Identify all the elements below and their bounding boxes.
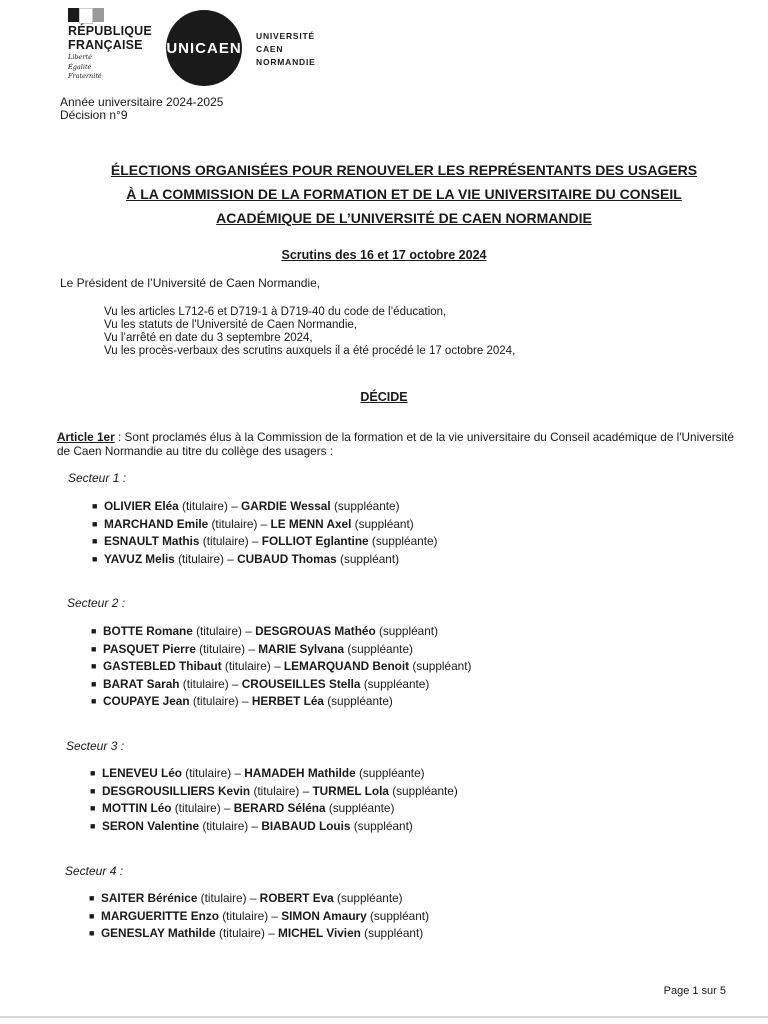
article-label: Article 1er bbox=[57, 430, 115, 444]
titulaire-name: MARGUERITTE Enzo bbox=[101, 908, 219, 923]
motto-liberte: Liberté bbox=[68, 53, 92, 61]
suppleant-name: HERBET Léa bbox=[251, 694, 324, 708]
separator: – bbox=[241, 624, 256, 638]
vu-item: Vu les statuts de l'Université de Caen Normandie, bbox=[104, 319, 357, 331]
vu-item: Vu l’arrêté en date du 3 septembre 2024, bbox=[104, 332, 313, 344]
list-item bbox=[91, 693, 471, 711]
article-text: : Sont proclamés élus à la Commission de la formation et de la vie universitaire du Conseil académique de l'Université de Caen Normandie au titre du collège des usagers : bbox=[57, 430, 734, 458]
suppleant-name: MARIE Sylvana bbox=[258, 641, 345, 656]
titulaire-name: PASQUET Pierre bbox=[103, 641, 196, 656]
university-name-line-2: CAEN bbox=[256, 44, 284, 54]
list-item bbox=[90, 818, 458, 836]
suppleant-name: BERARD Séléna bbox=[233, 801, 326, 815]
bullet-icon: ■ bbox=[92, 536, 98, 546]
separator: – bbox=[245, 641, 259, 656]
separator: – bbox=[264, 926, 279, 940]
titulaire-role: (titulaire) bbox=[185, 766, 232, 780]
list-item bbox=[89, 908, 429, 926]
titulaire-name: LENEVEU Léo bbox=[102, 766, 182, 780]
list-item bbox=[90, 765, 458, 783]
francaise-label: FRANÇAISE bbox=[68, 38, 143, 52]
suppleant-name: MICHEL Vivien bbox=[278, 926, 361, 940]
article-1 bbox=[57, 431, 737, 458]
separator: – bbox=[270, 659, 284, 673]
list-item bbox=[91, 623, 471, 641]
titulaire-role: (titulaire) bbox=[219, 926, 265, 940]
suppleant-name: TURMEL Lola bbox=[312, 783, 389, 798]
titulaire-role: (titulaire) bbox=[211, 516, 258, 531]
bullet-icon: ■ bbox=[90, 768, 96, 778]
marianne-flag-icon bbox=[68, 8, 104, 22]
separator: – bbox=[227, 499, 242, 513]
academic-year: Année universitaire 2024-2025 bbox=[60, 95, 224, 109]
list-item bbox=[89, 890, 429, 908]
decision-number: Décision n°9 bbox=[60, 108, 128, 122]
titulaire-role: (titulaire) bbox=[192, 694, 239, 708]
flag-band-middle bbox=[79, 8, 92, 24]
separator: – bbox=[238, 694, 252, 708]
suppleant-role: (suppléant) bbox=[412, 659, 472, 673]
suppleant-name: BIABAUD Louis bbox=[261, 818, 351, 833]
suppleant-role: (suppléant) bbox=[378, 624, 439, 638]
university-name-line-3: NORMANDIE bbox=[256, 57, 316, 67]
suppleant-name: CUBAUD Thomas bbox=[237, 551, 337, 566]
titulaire-role: (titulaire) bbox=[182, 499, 228, 513]
university-name bbox=[256, 30, 316, 69]
bullet-icon: ■ bbox=[91, 661, 97, 671]
vu-item: Vu les procès-verbaux des scrutins auxquels il a été procédé le 17 octobre 2024, bbox=[104, 345, 516, 357]
suppleant-role: (suppléant) bbox=[353, 818, 413, 833]
list-item bbox=[91, 658, 471, 676]
suppleant-name: FOLLIOT Eglantine bbox=[261, 534, 369, 548]
bullet-icon: ■ bbox=[92, 553, 98, 564]
titulaire-name: GENESLAY Mathilde bbox=[101, 926, 216, 940]
bullet-icon: ■ bbox=[91, 696, 97, 706]
titulaire-name: MOTTIN Léo bbox=[102, 801, 172, 815]
bullet-icon: ■ bbox=[89, 893, 95, 903]
titulaire-name: MARCHAND Emile bbox=[104, 516, 209, 531]
separator: – bbox=[248, 818, 262, 833]
titulaire-role: (titulaire) bbox=[199, 641, 246, 656]
suppleant-role: (suppléant) bbox=[340, 551, 400, 566]
separator: – bbox=[299, 783, 313, 798]
title-line-3: ACADÉMIQUE DE L’UNIVERSITÉ DE CAEN NORMANDIE bbox=[216, 210, 592, 226]
flag-band-right bbox=[93, 8, 104, 22]
scrutins-date: Scrutins des 16 et 17 octobre 2024 bbox=[281, 248, 487, 262]
unicaen-logo bbox=[166, 10, 242, 86]
university-name-line-1: UNIVERSITÉ bbox=[256, 31, 316, 41]
suppleant-name: GARDIE Wessal bbox=[241, 499, 331, 513]
republique-francaise-logo bbox=[68, 8, 158, 81]
separator: – bbox=[257, 516, 271, 531]
titulaire-name: YAVUZ Melis bbox=[104, 551, 175, 566]
sector-2-list bbox=[91, 623, 471, 711]
list-item bbox=[92, 516, 437, 534]
titulaire-name: COUPAYE Jean bbox=[103, 694, 190, 708]
suppleant-role: (suppléante) bbox=[392, 783, 458, 798]
titulaire-role: (titulaire) bbox=[196, 624, 242, 638]
titulaire-name: SERON Valentine bbox=[102, 818, 200, 833]
separator: – bbox=[248, 534, 262, 548]
bullet-icon: ■ bbox=[90, 785, 96, 796]
suppleant-role: (suppléante) bbox=[363, 676, 430, 691]
document-title bbox=[60, 158, 748, 230]
sector-3-list bbox=[90, 765, 458, 835]
list-item bbox=[91, 641, 471, 659]
suppleant-role: (suppléant) bbox=[354, 516, 414, 531]
separator: – bbox=[268, 908, 282, 923]
suppleant-name: HAMADEH Mathilde bbox=[244, 766, 356, 780]
president-line: Le Président de l’Université de Caen Normandie, bbox=[60, 276, 321, 290]
motto-fraternite: Fraternité bbox=[68, 72, 102, 80]
list-item bbox=[91, 676, 471, 694]
bullet-icon: ■ bbox=[90, 803, 96, 813]
year-block bbox=[60, 96, 223, 122]
separator: – bbox=[231, 766, 245, 780]
titulaire-role: (titulaire) bbox=[224, 659, 271, 673]
titulaire-role: (titulaire) bbox=[182, 676, 229, 691]
separator: – bbox=[246, 891, 260, 905]
suppleant-role: (suppléante) bbox=[358, 766, 425, 780]
titulaire-role: (titulaire) bbox=[200, 891, 247, 905]
republique-label: RÉPUBLIQUE bbox=[68, 24, 152, 38]
list-item bbox=[92, 498, 437, 516]
suppleant-name: LE MENN Axel bbox=[270, 516, 352, 531]
unicaen-logo-text: UNICAEN bbox=[166, 39, 242, 57]
motto-egalite: Égalité bbox=[68, 62, 92, 71]
bullet-icon: ■ bbox=[89, 928, 95, 938]
suppleant-role: (suppléante) bbox=[327, 694, 393, 708]
titulaire-role: (titulaire) bbox=[253, 783, 300, 798]
list-item bbox=[90, 800, 458, 818]
bullet-icon: ■ bbox=[92, 518, 98, 529]
vu-item: Vu les articles L712-6 et D719-1 à D719-40 du code de l’éducation, bbox=[104, 306, 447, 318]
page-edge-divider bbox=[0, 1016, 768, 1018]
titulaire-name: DESGROUSILLIERS Kevin bbox=[102, 783, 251, 798]
decide-heading: DÉCIDE bbox=[360, 390, 408, 404]
suppleant-role: (suppléante) bbox=[333, 499, 400, 513]
vu-list bbox=[104, 306, 515, 358]
titulaire-role: (titulaire) bbox=[178, 551, 224, 566]
bullet-icon: ■ bbox=[91, 626, 97, 636]
suppleant-name: SIMON Amaury bbox=[281, 908, 367, 923]
suppleant-role: (suppléant) bbox=[364, 926, 424, 940]
titulaire-name: GASTEBLED Thibaut bbox=[103, 659, 222, 673]
titulaire-role: (titulaire) bbox=[202, 818, 249, 833]
bullet-icon: ■ bbox=[92, 501, 98, 511]
sector-4-list bbox=[89, 890, 429, 943]
bullet-icon: ■ bbox=[89, 910, 95, 921]
list-item bbox=[92, 551, 437, 569]
suppleant-role: (suppléante) bbox=[347, 641, 413, 656]
sector-1-label: Secteur 1 : bbox=[68, 471, 127, 485]
titulaire-role: (titulaire) bbox=[202, 534, 249, 548]
suppleant-role: (suppléante) bbox=[371, 534, 438, 548]
suppleant-role: (suppléant) bbox=[369, 908, 430, 923]
bullet-icon: ■ bbox=[91, 678, 97, 689]
suppleant-name: CROUSEILLES Stella bbox=[241, 676, 361, 691]
list-item bbox=[89, 925, 429, 943]
bullet-icon: ■ bbox=[90, 820, 96, 831]
bullet-icon: ■ bbox=[91, 643, 97, 654]
titulaire-role: (titulaire) bbox=[222, 908, 269, 923]
titulaire-name: BOTTE Romane bbox=[103, 624, 193, 638]
suppleant-name: LEMARQUAND Benoit bbox=[283, 659, 410, 673]
titulaire-name: SAITER Bérénice bbox=[101, 891, 198, 905]
suppleant-role: (suppléante) bbox=[337, 891, 403, 905]
sector-1-list bbox=[92, 498, 437, 568]
titulaire-name: BARAT Sarah bbox=[103, 676, 180, 691]
titulaire-name: OLIVIER Eléa bbox=[104, 499, 179, 513]
list-item bbox=[92, 533, 437, 551]
list-item bbox=[90, 783, 458, 801]
suppleant-name: ROBERT Eva bbox=[259, 891, 334, 905]
suppleant-role: (suppléante) bbox=[328, 801, 395, 815]
separator: – bbox=[220, 801, 234, 815]
sector-3-label: Secteur 3 : bbox=[66, 739, 125, 753]
title-line-1: ÉLECTIONS ORGANISÉES POUR RENOUVELER LES REPRÉSENTANTS DES USAGERS bbox=[110, 162, 698, 178]
titulaire-role: (titulaire) bbox=[174, 801, 221, 815]
titulaire-name: ESNAULT Mathis bbox=[104, 534, 200, 548]
title-line-2: À LA COMMISSION DE LA FORMATION ET DE LA VIE UNIVERSITAIRE DU CONSEIL bbox=[126, 186, 682, 202]
suppleant-name: DESGROUAS Mathéo bbox=[255, 624, 376, 638]
page-number: Page 1 sur 5 bbox=[663, 985, 726, 997]
separator: – bbox=[223, 551, 238, 566]
sector-2-label: Secteur 2 : bbox=[67, 596, 126, 610]
separator: – bbox=[228, 676, 242, 691]
sector-4-label: Secteur 4 : bbox=[65, 864, 124, 878]
flag-band-left bbox=[68, 8, 79, 22]
